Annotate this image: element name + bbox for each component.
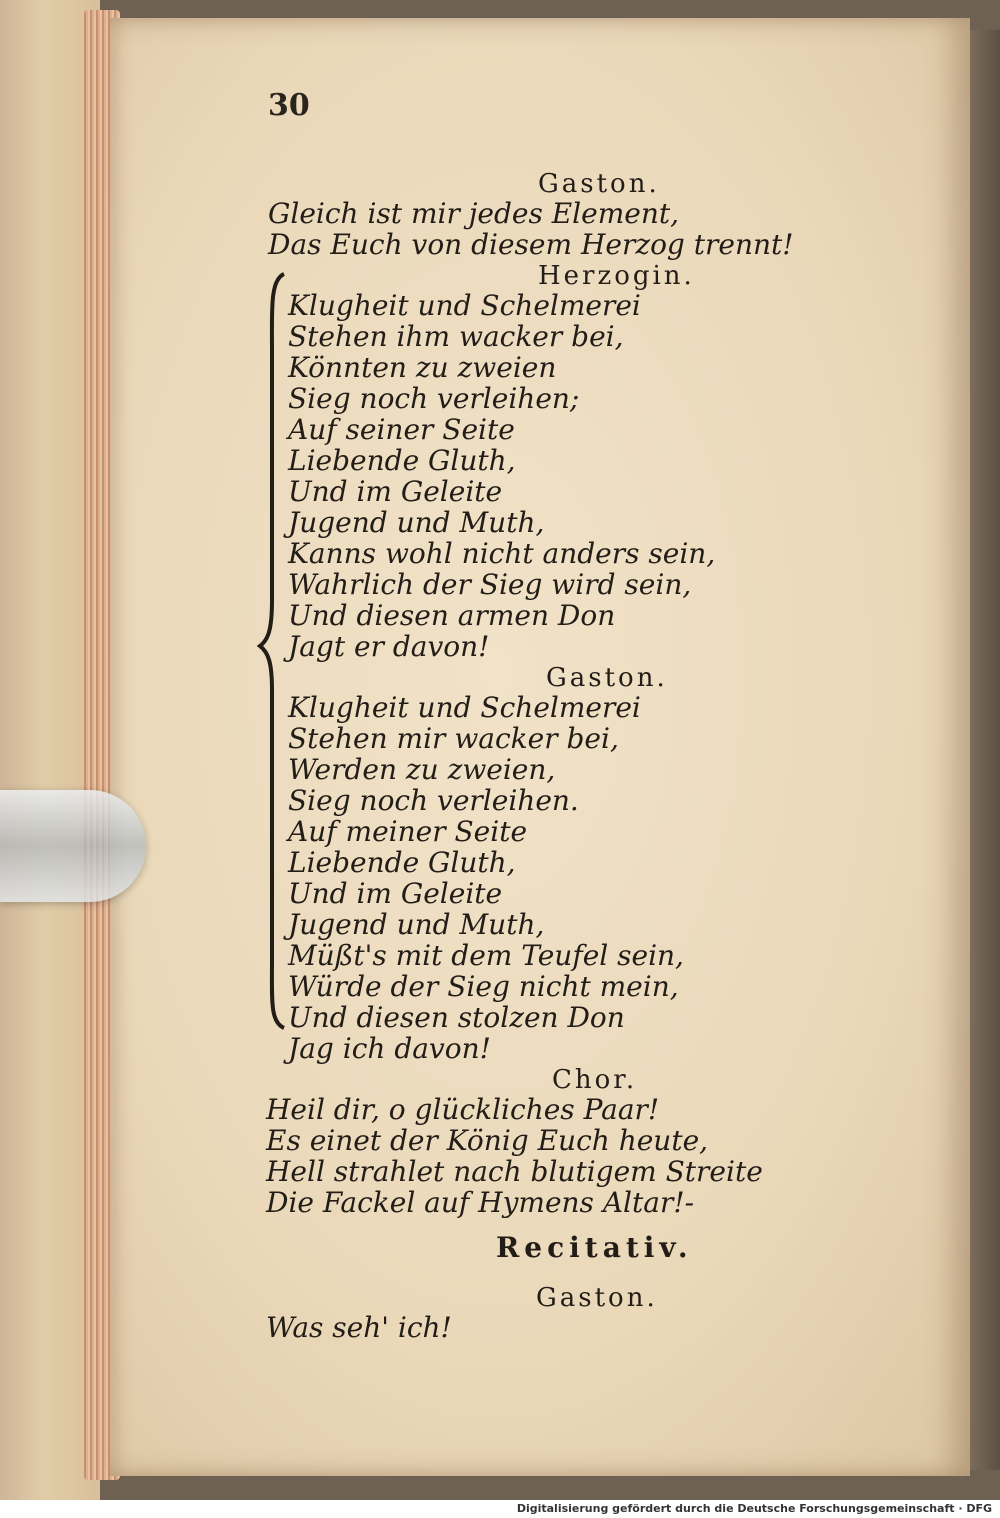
section-heading-recitativ: Recitativ.: [496, 1231, 693, 1264]
verse-line: Klugheit und Schelmerei: [288, 289, 641, 322]
verse-line: Was seh' ich!: [266, 1311, 452, 1344]
speaker-chor: Chor.: [552, 1065, 638, 1095]
verse-line: Jugend und Muth,: [288, 908, 545, 941]
verse-line: Sieg noch verleihen;: [288, 382, 580, 415]
verse-line: Gleich ist mir jedes Element,: [268, 197, 680, 230]
verse-line: Auf meiner Seite: [288, 815, 528, 848]
page-number: 30: [268, 88, 310, 123]
footer-bar: [0, 1500, 1000, 1518]
footer-credit: Digitalisierung gefördert durch die Deutsche Forschungsgemeinschaft · DFG: [516, 1502, 992, 1515]
speaker-herzogin: Herzogin.: [538, 261, 695, 291]
verse-line: Kanns wohl nicht anders sein,: [288, 537, 716, 570]
speaker-gaston: Gaston.: [546, 663, 668, 693]
verse-line: Hell strahlet nach blutigem Streite: [266, 1155, 763, 1188]
verse-line: Und im Geleite: [288, 877, 503, 910]
verse-line: Wahrlich der Sieg wird sein,: [288, 568, 692, 601]
verse-line: Und diesen stolzen Don: [288, 1001, 625, 1034]
verse-line: Es einet der König Euch heute,: [266, 1124, 709, 1157]
verse-line: Liebende Gluth,: [288, 444, 516, 477]
verse-line: Liebende Gluth,: [288, 846, 516, 879]
verse-line: Heil dir, o glückliches Paar!: [266, 1093, 660, 1126]
curly-brace-icon: [256, 270, 286, 1030]
verse-line: Sieg noch verleihen.: [288, 784, 579, 817]
right-page-shadow: [970, 30, 1000, 1470]
verse-line: Werden zu zweien,: [288, 753, 556, 786]
verse-line: Die Fackel auf Hymens Altar!-: [266, 1186, 695, 1219]
verse-line: Könnten zu zweien: [288, 351, 557, 384]
verse-line: Und im Geleite: [288, 475, 503, 508]
verse-line: Stehen ihm wacker bei,: [288, 320, 624, 353]
verse-line: Müßt's mit dem Teufel sein,: [288, 939, 684, 972]
verse-line: Jagt er davon!: [288, 630, 490, 663]
verse-line: Das Euch von diesem Herzog trennt!: [268, 228, 794, 261]
verse-line: Klugheit und Schelmerei: [288, 691, 641, 724]
verse-line: Würde der Sieg nicht mein,: [288, 970, 679, 1003]
page-holder-clip: [0, 790, 146, 902]
speaker-gaston: Gaston.: [536, 1283, 658, 1313]
bracket-decoration: [256, 270, 286, 1030]
verse-line: Auf seiner Seite: [288, 413, 515, 446]
verse-line: Stehen mir wacker bei,: [288, 722, 619, 755]
speaker-gaston: Gaston.: [538, 169, 660, 199]
verse-line: Jugend und Muth,: [288, 506, 545, 539]
verse-line: Und diesen armen Don: [288, 599, 616, 632]
verse-line: Jag ich davon!: [288, 1032, 491, 1065]
